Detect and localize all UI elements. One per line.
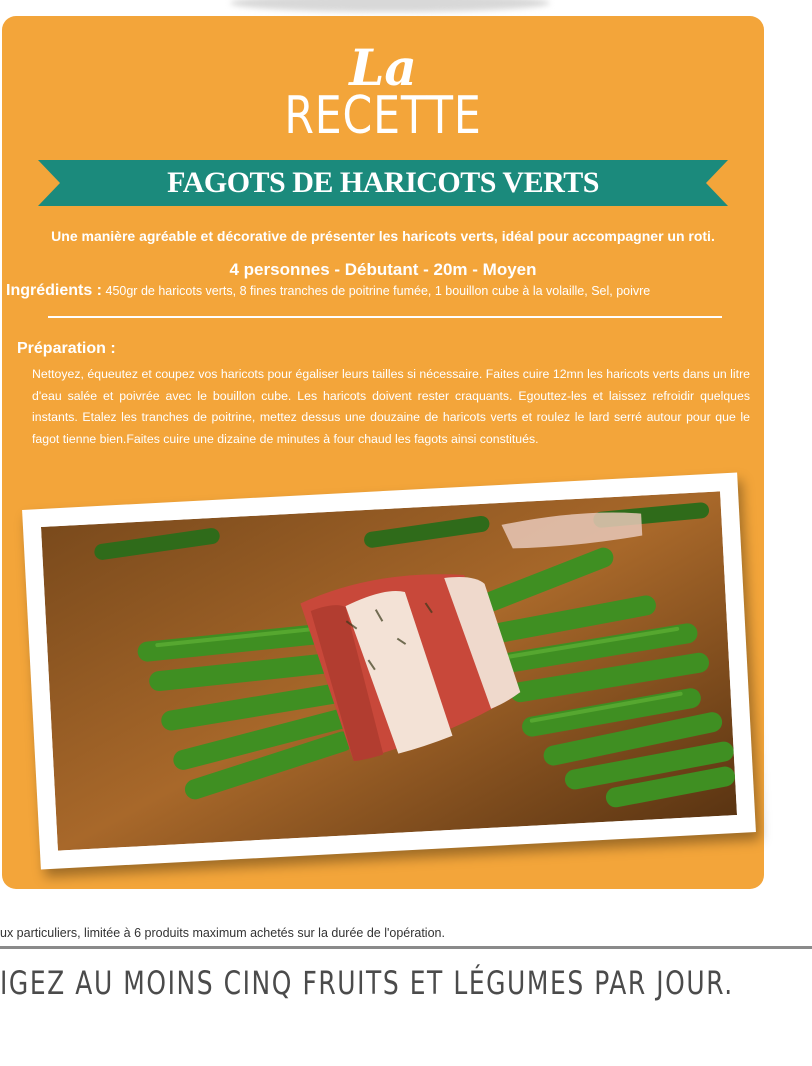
logo-script: La xyxy=(349,38,417,97)
page-top-shadow xyxy=(230,0,550,12)
preparation-label: Préparation : xyxy=(17,340,116,357)
ingredients-text: 450gr de haricots verts, 8 fines tranches de poitrine fumée, 1 bouillon cube à la volaille, Sel, poivre xyxy=(105,284,651,298)
legal-notice: ux particuliers, limitée à 6 produits maximum achetés sur la durée de l'opération. xyxy=(0,926,445,940)
title-banner xyxy=(38,160,728,206)
preparation-text: Nettoyez, équeutez et coupez vos haricots pour égaliser leurs tailles si nécessaire. Faites cuire 12mn les haricots verts dans un litre d'eau salée et poivrée avec le bouillon cube. Les haricots doivent rester craquants. Egouttez-les et laissez refroidir quelques instants. Etalez les tranches de poitrine, mettez dessus une douzaine de haricots verts et roulez le lard serré autour pour que le fagot tienne bien.Faites cuire une dizaine de minutes à four chaud les fagots ainsi constitués. xyxy=(32,367,750,446)
ingredients-line xyxy=(6,282,766,300)
ingredients-label: Ingrédients : xyxy=(6,282,103,299)
recipe-meta: 4 personnes - Débutant - 20m - Moyen xyxy=(229,260,537,279)
logo-title: RECETTE xyxy=(284,86,482,146)
recipe-title: FAGOTS DE HARICOTS VERTS xyxy=(167,166,599,199)
footer-rule xyxy=(0,946,812,949)
section-divider xyxy=(48,316,722,318)
recipe-intro: Une manière agréable et décorative de présenter les haricots verts, idéal pour accompagner un roti. xyxy=(51,228,715,244)
photo-green-beans-bacon xyxy=(41,491,737,850)
health-slogan: IGEZ AU MOINS CINQ FRUITS ET LÉGUMES PAR JOUR. xyxy=(0,964,734,1002)
recipe-photo xyxy=(22,473,756,870)
